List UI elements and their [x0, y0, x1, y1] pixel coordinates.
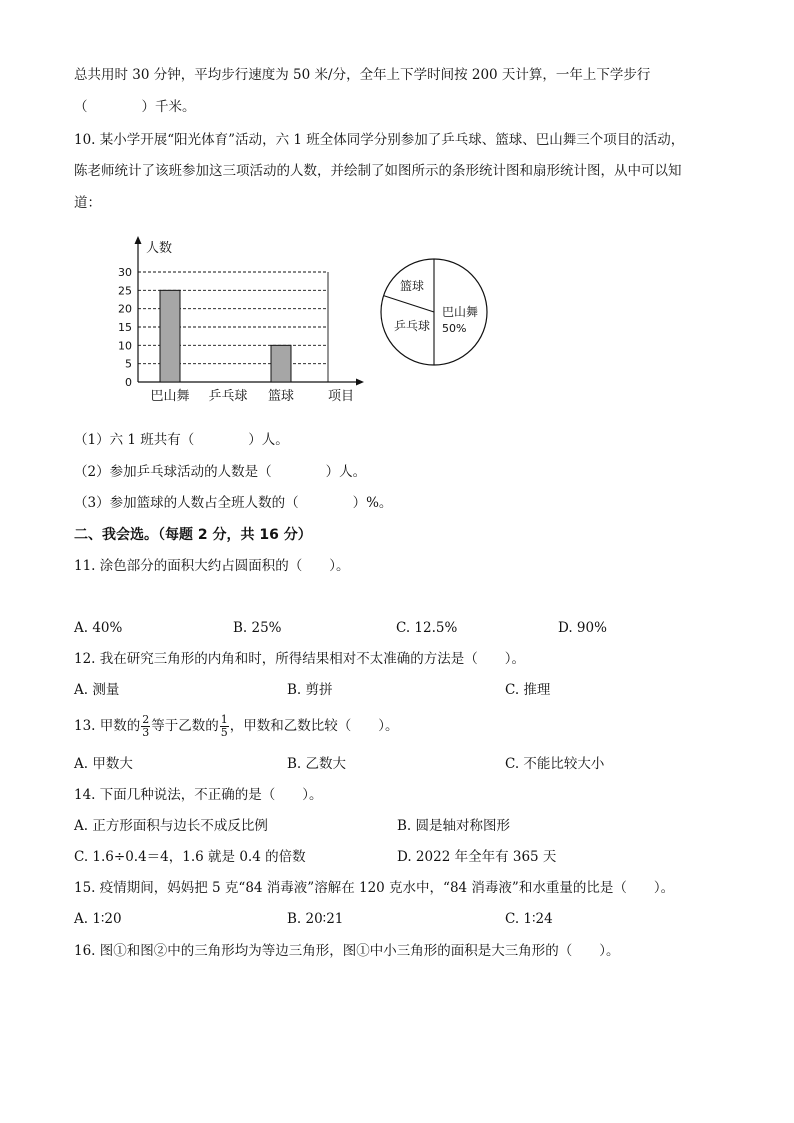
y-tick-label: 30 — [118, 266, 132, 279]
fraction-1-denominator: 3 — [142, 726, 150, 739]
q14-option-c: C. 1.6÷0.4＝4，1.6 就是 0.4 的倍数 — [74, 849, 306, 865]
y-tick-label: 0 — [125, 376, 132, 389]
x-axis-arrow — [356, 379, 364, 386]
y-axis-label: 人数 — [146, 241, 173, 256]
pie-label-lanqiu: 篮球 — [400, 279, 425, 293]
q11-option-b: B. 25% — [233, 620, 282, 636]
q13-stem — [74, 714, 399, 739]
bar-0 — [160, 290, 180, 382]
q11-option-c: C. 12.5% — [396, 620, 458, 636]
q10-sub-2: （2）参加乒乓球活动的人数是（ ）人。 — [74, 464, 367, 480]
y-axis-arrow — [135, 236, 142, 244]
section-2-title: 二、我会选。（每题 2 分，共 16 分） — [74, 527, 312, 543]
q12-option-a: A. 测量 — [74, 682, 120, 698]
q15-option-c: C. 1∶24 — [505, 911, 553, 927]
q14-option-d: D. 2022 年全年有 365 天 — [397, 849, 557, 865]
q11-stem: 11. 涂色部分的面积大约占圆面积的（ ）。 — [74, 558, 350, 574]
q13-suffix: ，甲数和乙数比较（ ）。 — [229, 718, 399, 734]
fraction-2-denominator: 5 — [220, 726, 228, 739]
q13-option-c: C. 不能比较大小 — [505, 756, 605, 772]
y-tick-label: 10 — [118, 339, 132, 353]
q15-option-b: B. 20∶21 — [287, 911, 344, 927]
q13-prefix: 13. 甲数的 — [74, 718, 141, 734]
y-tick-label: 25 — [118, 284, 132, 298]
pie-label-bashanwu: 巴山舞 — [442, 305, 479, 319]
q12-option-c: C. 推理 — [505, 682, 551, 698]
q10-stem-line-1: 10. 某小学开展“阳光体育”活动，六 1 班全体同学分别参加了乒乓球、篮球、巴山舞三个项目的活动， — [74, 132, 685, 148]
q10-stem-line-3: 道： — [74, 195, 101, 211]
q11-option-a: A. 40% — [74, 620, 123, 636]
q16-stem: 16. 图①和图②中的三角形均为等边三角形，图①中小三角形的面积是大三角形的（ ）。 — [74, 943, 620, 959]
q10-sub-3: （3）参加篮球的人数占全班人数的（ ）%。 — [74, 495, 393, 511]
x-tick-label: 巴山舞 — [150, 389, 190, 404]
q15-option-a: A. 1∶20 — [74, 911, 122, 927]
pie-label-pingpang: 乒乓球 — [394, 319, 431, 333]
q11-option-d: D. 90% — [558, 620, 607, 636]
q14-option-a: A. 正方形面积与边长不成反比例 — [74, 818, 268, 834]
fraction-1-numerator: 2 — [142, 713, 150, 726]
x-tick-label: 乒乓球 — [208, 389, 248, 404]
pie-chart — [378, 250, 493, 372]
q14-option-b: B. 圆是轴对称图形 — [397, 818, 511, 834]
bar-chart — [110, 232, 375, 407]
bar-2 — [271, 345, 291, 382]
q13-option-b: B. 乙数大 — [287, 756, 347, 772]
y-tick-label: 15 — [118, 321, 132, 334]
fraction-two-thirds — [141, 714, 150, 739]
q12-option-b: B. 剪拼 — [287, 682, 333, 698]
q10-sub-1: （1）六 1 班共有（ ）人。 — [74, 432, 289, 448]
q12-stem: 12. 我在研究三角形的内角和时，所得结果相对不太准确的方法是（ ）。 — [74, 651, 526, 667]
x-axis-label: 项目 — [328, 389, 355, 404]
q14-stem: 14. 下面几种说法，不正确的是（ ）。 — [74, 787, 323, 803]
q15-stem: 15. 疫情期间，妈妈把 5 克“84 消毒液”溶解在 120 克水中，“84 消毒液”和水重量的比是（ ）。 — [74, 880, 675, 896]
fraction-2-numerator: 1 — [220, 713, 228, 726]
x-tick-label: 篮球 — [267, 389, 295, 404]
q13-middle: 等于乙数的 — [151, 718, 219, 734]
y-tick-label: 20 — [118, 302, 132, 316]
q9-continuation-line: 总共用时 30 分钟，平均步行速度为 50 米/分，全年上下学时间按 200 天计算，一年上下学步行 — [74, 67, 651, 83]
fraction-one-fifth — [220, 714, 229, 739]
pie-percent-bashanwu: 50% — [442, 322, 467, 335]
q10-stem-line-2: 陈老师统计了该班参加这三项活动的人数，并绘制了如图所示的条形统计图和扇形统计图，从中可以知 — [74, 163, 682, 179]
q9-answer-blank-line: （ ）千米。 — [74, 99, 196, 115]
y-tick-label: 5 — [125, 357, 132, 371]
q13-option-a: A. 甲数大 — [74, 756, 133, 772]
